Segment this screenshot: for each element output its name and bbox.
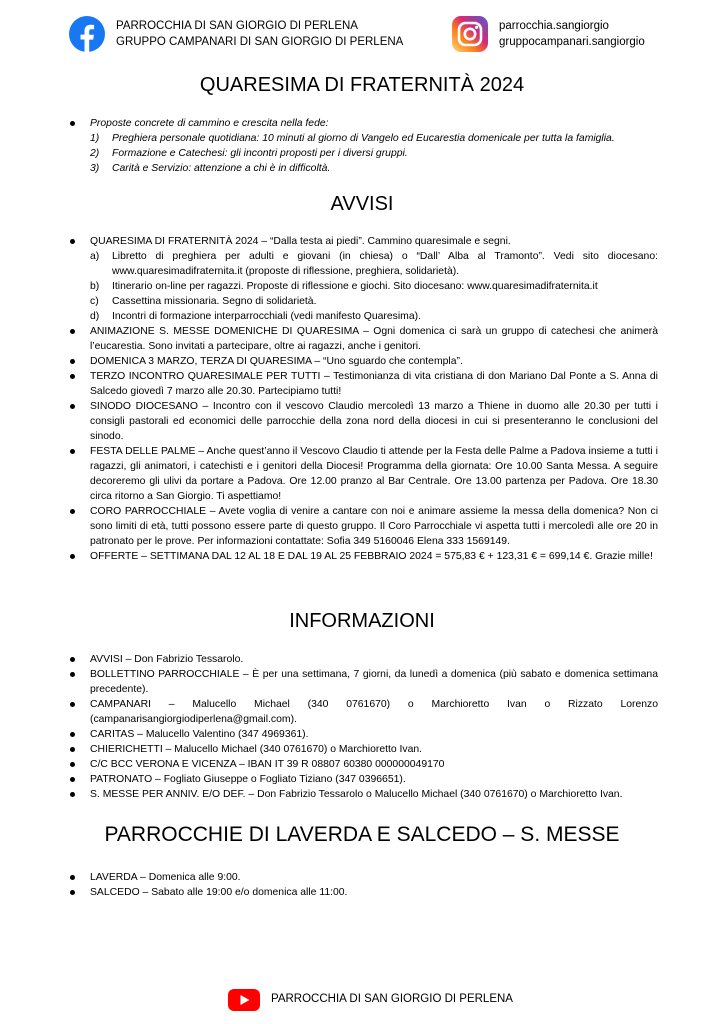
list-marker: c) <box>90 296 99 307</box>
avviso-subitem-text: Libretto di preghiera per adulti e giovani (in chiesa) o “Dall’ Alba al Tramonto”. Vedi sito diocesano: www.quaresimadifraternita.it (proposte di riflessione, preghiera, solidarietà). <box>112 251 658 277</box>
avviso-item: FESTA DELLE PALME – Anche quest’anno il Vescovo Claudio ti attende per la Festa delle Palme a Padova insieme a tutti i ragazzi, gli animatori, i catechisti e i genitori della Diocesi! Programma della giornata: Ore 10.00 Santa Messa. A seguire decoreremo gli ulivi da portare a Padova. Ore 12.00 pranzo al Bar Centrale. Ore 13.00 partenza per Padova. Ore 18.30 circa ritorno a San Giorgio. Ti aspettiamo! <box>68 444 658 504</box>
title-informazioni: INFORMAZIONI <box>289 610 435 632</box>
mass-item: LAVERDA – Domenica alle 9:00. <box>68 870 658 885</box>
intro-lead: Proposte concrete di cammino e crescita nella fede: <box>90 118 329 129</box>
avviso-subitem-text: Cassettina missionaria. Segno di solidarietà. <box>112 296 317 307</box>
intro-section <box>68 116 658 176</box>
list-marker: b) <box>90 281 100 292</box>
avviso-subitem <box>90 249 658 279</box>
header-parish-names <box>116 18 403 50</box>
avviso-text: QUARESIMA DI FRATERNITÀ 2024 – “Dalla testa ai piedi”. Cammino quaresimale e segni. <box>90 236 511 247</box>
avviso-item: SINODO DIOCESANO – Incontro con il vescovo Claudio mercoledì 13 marzo a Thiene in duomo alle 20.30 per tutti i consigli pastorali ed economici delle parrocchie della zona nord della diocesi in cui si presenteranno le conclusioni del sinodo. <box>68 399 658 444</box>
info-item: CHIERICHETTI – Malucello Michael (340 0761670) o Marchioretto Ivan. <box>68 742 658 757</box>
avviso-subitem <box>90 294 658 309</box>
mass-item: SALCEDO – Sabato alle 19:00 e/o domenica alle 11:00. <box>68 885 658 900</box>
avviso-subitem <box>90 309 658 324</box>
header-instagram-accounts <box>499 18 645 50</box>
avvisi-section <box>68 234 658 564</box>
messe-section <box>68 870 658 900</box>
list-marker: 2) <box>90 148 100 159</box>
title-avvisi: AVVISI <box>330 193 394 215</box>
title-messe: PARROCCHIE DI LAVERDA E SALCEDO – S. MESSE <box>104 823 620 846</box>
footer-channel-name[interactable]: PARROCCHIA DI SAN GIORGIO DI PERLENA <box>271 993 513 1005</box>
avviso-item: TERZO INCONTRO QUARESIMALE PER TUTTI – Testimonianza di vita cristiana di don Mariano Dal Ponte a S. Anna di Salcedo giovedì 7 marzo alle 20.30. Partecipiamo tutti! <box>68 369 658 399</box>
informazioni-section <box>68 652 658 802</box>
instagram-icon[interactable] <box>452 16 488 52</box>
intro-point <box>90 131 658 146</box>
avviso-subitem-text: Incontri di formazione interparrocchiali (vedi manifesto Quaresima). <box>112 311 421 322</box>
info-item: CAMPANARI – Malucello Michael (340 0761670) o Marchioretto Ivan o Rizzato Lorenzo (campanarisangiorgiodiperlena@gmail.com). <box>68 697 658 727</box>
list-marker: 1) <box>90 133 100 144</box>
info-item: C/C BCC VERONA E VICENZA – IBAN IT 39 R 08807 60380 000000049170 <box>68 757 658 772</box>
list-marker: 3) <box>90 163 100 174</box>
intro-point-text: Preghiera personale quotidiana: 10 minuti al giorno di Vangelo ed Eucarestia domenicale per tutta la famiglia. <box>112 133 615 144</box>
intro-point <box>90 146 658 161</box>
intro-point <box>90 161 658 176</box>
title-quaresima: QUARESIMA DI FRATERNITÀ 2024 <box>199 74 525 96</box>
intro-point-text: Carità e Servizio: attenzione a chi è in difficoltà. <box>112 163 331 174</box>
list-marker: a) <box>90 251 100 262</box>
intro-item <box>68 116 658 176</box>
instagram-account-parish[interactable]: parrocchia.sangiorgio <box>499 20 609 32</box>
avviso-item: CORO PARROCCHIALE – Avete voglia di venire a cantare con noi e animare assieme la messa della domenica? Non ci sono limiti di età, tutti possono essere parte di questo gruppo. Il Coro Parrocchiale vi aspetta tutti i mercoledì alle ore 20 in patronato per le prove. Per informazioni contattate: Sofia 349 5160046 Elena 333 1569149. <box>68 504 658 549</box>
intro-point-text: Formazione e Catechesi: gli incontri proposti per i diversi gruppi. <box>112 148 408 159</box>
instagram-account-bell-ringers[interactable]: gruppocampanari.sangiorgio <box>499 36 645 48</box>
avviso-subitem-text: Itinerario on-line per ragazzi. Proposte di riflessione e giochi. Sito diocesano: www.quaresimadifraternita.it <box>112 281 598 292</box>
info-item: CARITAS – Malucello Valentino (347 4969361). <box>68 727 658 742</box>
avviso-item: ANIMAZIONE S. MESSE DOMENICHE DI QUARESIMA – Ogni domenica ci sarà un gruppo di catechesi che animerà l’eucarestia. Sono invitati a partecipare, oltre ai ragazzi, anche i genitori. <box>68 324 658 354</box>
header-parish-name: PARROCCHIA DI SAN GIORGIO DI PERLENA <box>116 20 358 32</box>
header <box>0 14 724 58</box>
list-marker: d) <box>90 311 100 322</box>
avviso-item: OFFERTE – SETTIMANA DAL 12 AL 18 E DAL 19 AL 25 FEBBRAIO 2024 = 575,83 € + 123,31 € = 699,14 €. Grazie mille! <box>68 549 658 564</box>
avviso-item: DOMENICA 3 MARZO, TERZA DI QUARESIMA – “Uno sguardo che contempla”. <box>68 354 658 369</box>
youtube-icon[interactable] <box>228 989 260 1011</box>
info-item: BOLLETTINO PARROCCHIALE – È per una settimana, 7 giorni, da lunedì a domenica (più sabato e domenica settimana precedente). <box>68 667 658 697</box>
avviso-item <box>68 234 658 324</box>
facebook-icon[interactable] <box>69 16 105 52</box>
info-item: S. MESSE PER ANNIV. E/O DEF. – Don Fabrizio Tessarolo o Malucello Michael (340 0761670) o Marchioretto Ivan. <box>68 787 658 802</box>
info-item: AVVISI – Don Fabrizio Tessarolo. <box>68 652 658 667</box>
avviso-subitem <box>90 279 658 294</box>
info-item: PATRONATO – Fogliato Giuseppe o Fogliato Tiziano (347 0396651). <box>68 772 658 787</box>
header-bell-ringers-group: GRUPPO CAMPANARI DI SAN GIORGIO DI PERLENA <box>116 36 404 48</box>
